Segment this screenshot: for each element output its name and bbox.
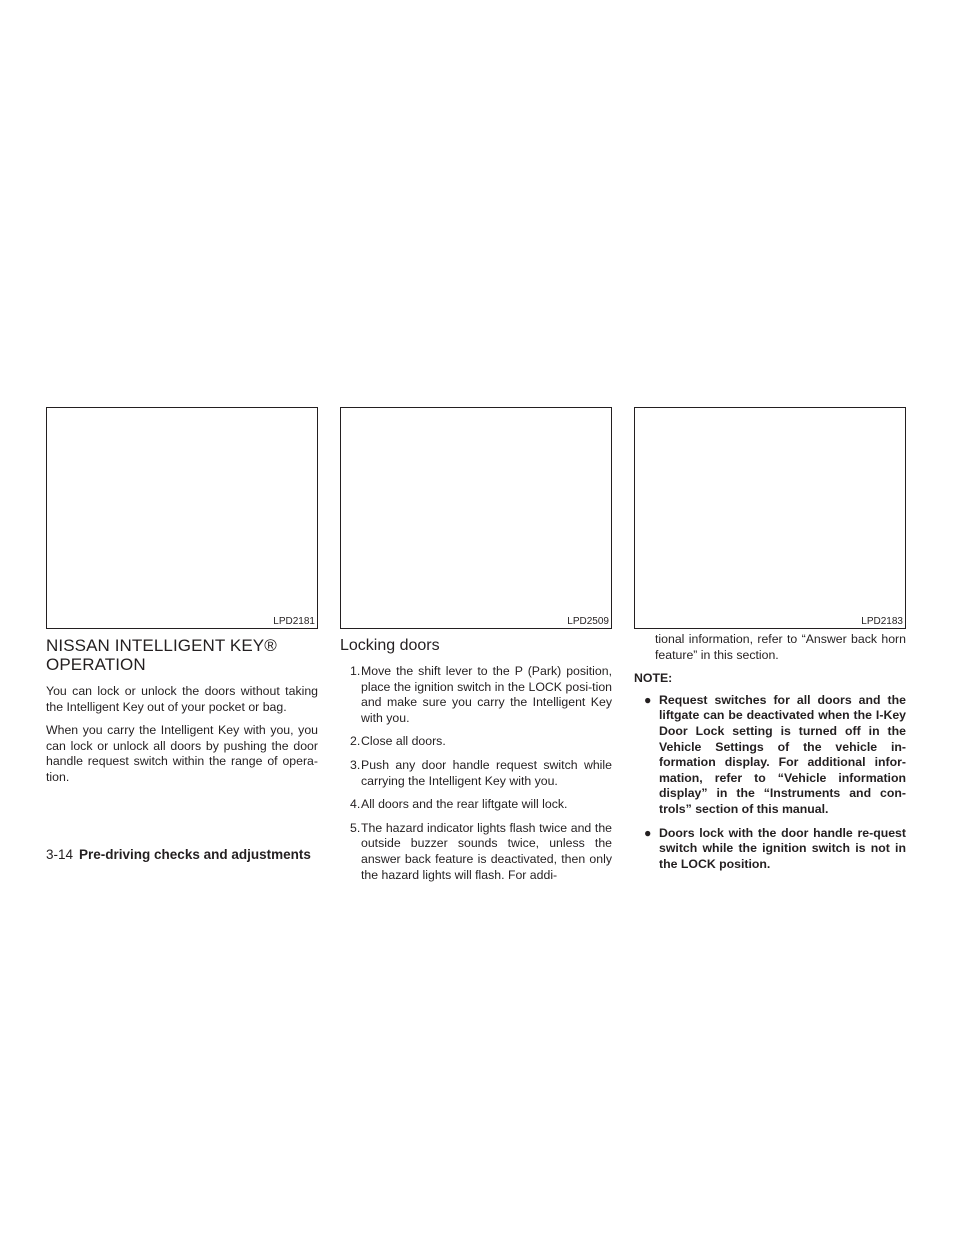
figure-label: LPD2183 [861, 616, 903, 627]
figure-liftgate-request-switch [634, 407, 906, 629]
column-notes [634, 632, 906, 880]
note-heading: NOTE: [634, 671, 673, 686]
figure-label: LPD2509 [567, 616, 609, 627]
step-item: 4. All doors and the rear liftgate will lock. [350, 797, 568, 812]
chapter-title: Pre-driving checks and adjustments [79, 847, 311, 862]
section-title-line1: NISSAN INTELLIGENT KEY® [46, 636, 277, 655]
page-footer [46, 847, 311, 863]
step-item: 3. Push any door handle request switch while carrying the Intelligent Key with you. [350, 757, 612, 788]
column-locking-doors [340, 636, 612, 891]
locking-doors-title: Locking doors [340, 637, 440, 654]
note-list [634, 693, 906, 873]
step-5-continued: tional information, refer to “Answer back horn feature” in this section. [655, 632, 906, 662]
bullet-icon: ● [644, 825, 652, 840]
step-item: 5. The hazard indicator lights flash twice and the outside buzzer sounds twice, unless the answer back feature is deactivated, then only the hazard lights will flash. For addi- [350, 820, 612, 882]
intro-paragraph: You can lock or unlock the doors without taking the Intelligent Key out of your pocket or bag. [46, 684, 318, 714]
locking-steps-list [340, 664, 612, 883]
step-item: 1. Move the shift lever to the P (Park) position, place the ignition switch in the LOCK posi-tion and make sure you carry the Intelligent Key with you. [350, 664, 612, 725]
page-number: 3-14 [46, 847, 74, 862]
intro-paragraph: When you carry the Intelligent Key with you, you can lock or unlock all doors by pushing the door handle request switch within the range of opera-tion. [46, 723, 318, 784]
note-item: ● Doors lock with the door handle re-quest switch while the ignition switch is not in the LOCK position. [644, 825, 906, 871]
column-intro [46, 636, 318, 794]
section-title [46, 636, 318, 674]
section-title-line2: OPERATION [46, 655, 146, 674]
note-item: ● Request switches for all doors and the liftgate can be deactivated when the I-Key Door Lock setting is turned off in the Vehicle Settings of the vehicle in-formation display. For additional infor-mation, refer to “Vehicle information display” in the “Instruments and con-trols” section of this manual. [644, 692, 906, 816]
bullet-icon: ● [644, 692, 652, 707]
figure-intelligent-key [46, 407, 318, 629]
figure-label: LPD2181 [273, 616, 315, 627]
figure-door-handle-request-switch [340, 407, 612, 629]
step-item: 2. Close all doors. [350, 734, 446, 749]
